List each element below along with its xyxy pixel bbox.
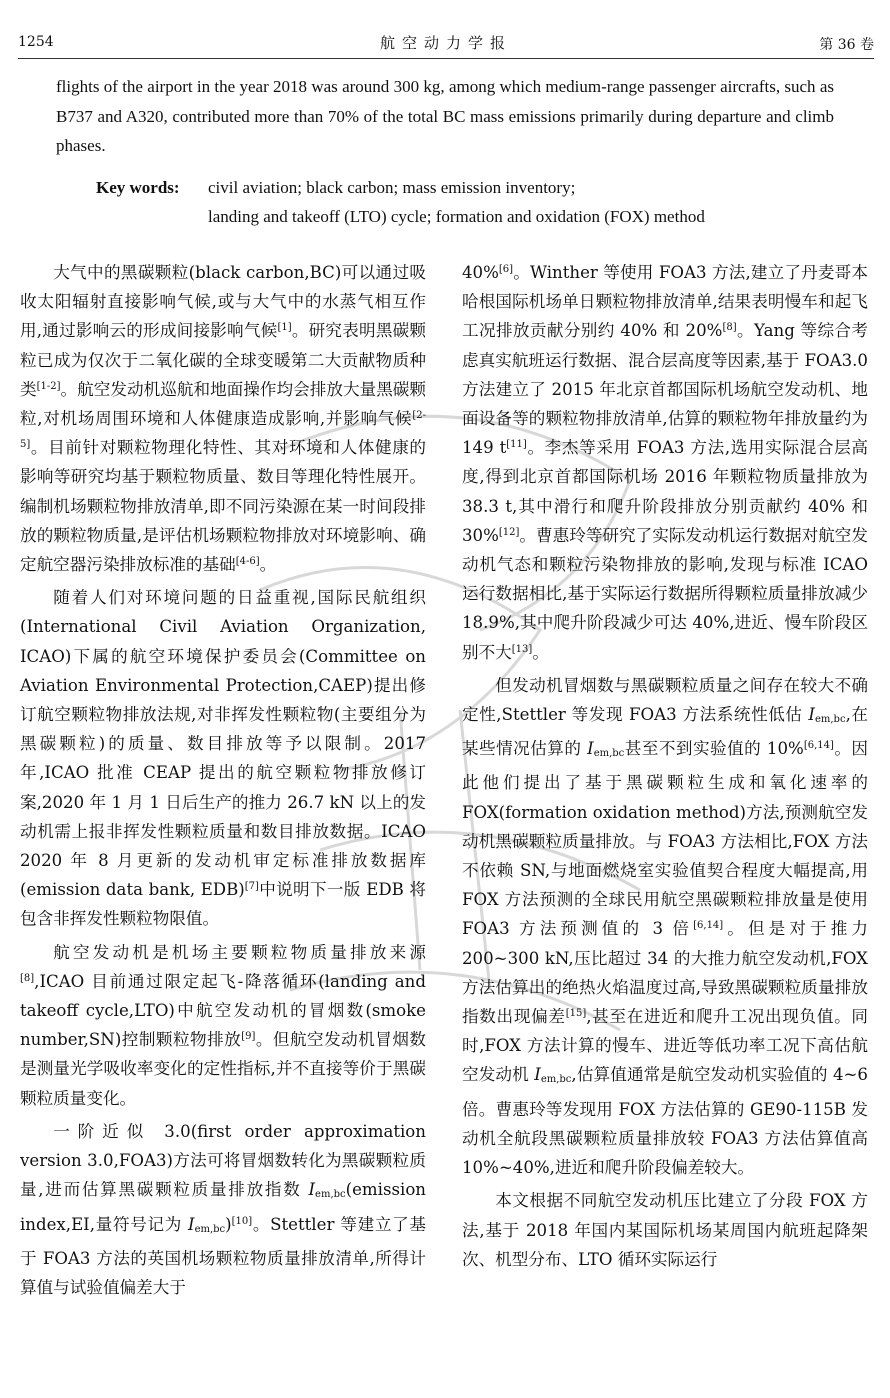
- citation: [9]: [241, 1031, 256, 1043]
- citation: [4-6]: [235, 556, 260, 568]
- citation: [6,14]: [693, 920, 724, 932]
- citation: [11]: [506, 439, 527, 451]
- paragraph: 但发动机冒烟数与黑碳颗粒质量之间存在较大不确定性,Stettler 等发现 FOA3 方法系统性低估 $I_{em,bc}$,在某些情况估算的 $I_{em,bc}$甚至不到实验值的 10%[6,14]。因此他们提出了基于黑碳颗粒生成和氧化速率的 FOX(formation oxidation method)方法,预测航空发动机黑碳颗粒质量排放。与 FOA3 方法相比,FOX 方法不依赖 SN,与地面燃烧室实验值契合程度大幅提高,用 FOX 方法预测的全球民用航空黑碳颗粒排放量是使用 FOA3 方法预测值的 3 倍[6,14]。但是对于推力 200~300 kN,压比超过 34 的大推力航空发动机,FOX 方法估算出的绝热火焰温度过高,导致黑碳颗粒质量排放指数出现偏差[15],甚至在进近和爬升工况出现负值。同时,FOX 方法计算的慢车、进近等低功率工况下高估航空发动机 $I_{em,bc}$,估算值通常是航空发动机实验值的 4~6 倍。曹惠玲等发现用 FOX 方法估算的 GE90-115B 发动机全航段黑碳颗粒质量排放较 FOA3 方法估算值高 10%~40%,进近和爬升阶段偏差较大。: [462, 675, 869, 1178]
- citation: [7]: [244, 881, 259, 893]
- citation: [8]: [20, 972, 35, 984]
- citation: [12]: [498, 526, 520, 538]
- citation: [6]: [498, 264, 514, 275]
- paragraph: 本文根据不同航空发动机压比建立了分段 FOX 方法,基于 2018 年国内某国际机场某周国内航班起降架次、机型分布、LTO 循环实际运行: [462, 1191, 868, 1269]
- paragraph: 大气中的黑碳颗粒(black carbon,BC)可以通过吸收太阳辐射直接影响气候,或与大气中的水蒸气相互作用,通过影响云的形成间接影响气候[1]。研究表明黑碳颗粒已成为仅次于二氧化碳的全球变暖第二大贡献物质种类[1-2]。航空发动机巡航和地面操作均会排放大量黑碳颗粒,对机场周围环境和人体健康造成影响,并影响气候[2-5]。目前针对颗粒物理化特性、其对环境和人体健康的影响等研究均基于颗粒物质量、数目等理化特性展开。编制机场颗粒物排放清单,即不同污染源在某一时间段排放的颗粒物质量,是评估机场颗粒物排放对环境影响、确定航空器污染排放标准的基础[4-6]。: [20, 263, 427, 575]
- keywords-line-2: landing and takeoff (LTO) cycle; formation and oxidation (FOX) method: [208, 207, 705, 226]
- keywords-label: Key words:: [96, 178, 180, 197]
- abstract-text: flights of the airport in the year 2018 was around 300 kg, among which medium-range passenger aircrafts, such as B737 and A320, contributed more than 70% of the total BC mass emissions primarily during departure and climb phases.: [56, 77, 834, 155]
- citation: [8]: [722, 322, 737, 334]
- paragraph: 随着人们对环境问题的日益重视,国际民航组织(International Civil Aviation Organization, ICAO)下属的航空环境保护委员会(Committee on Aviation Environmental Protection,CAEP)提出修订航空颗粒物排放法规,对非挥发性颗粒物(主要组分为黑碳颗粒)的质量、数目排放等予以限制。2017 年,ICAO 批准 CEAP 提出的航空颗粒物排放修订案,2020 年 1 月 1 日后生产的推力 26.7 kN 以上的发动机需上报非挥发性颗粒质量和数目排放数据。ICAO 2020 年 8 月更新的发动机审定标准排放数据库(emission data bank, EDB)[7]中说明下一版 EDB 将包含非挥发性颗粒物限值。: [20, 588, 426, 929]
- right-column: [462, 258, 868, 1278]
- citation: [2-5]: [20, 410, 426, 451]
- keywords-line-1: civil aviation; black carbon; mass emission inventory;: [208, 178, 576, 197]
- paragraph: 航空发动机是机场主要颗粒物质量排放来源[8],ICAO 目前通过限定起飞-降落循环(landing and takeoff cycle,LTO)中航空发动机的冒烟数(smoke number,SN)控制颗粒物排放[9]。但航空发动机冒烟数是测量光学吸收率变化的定性指标,并不直接等价于黑碳颗粒质量变化。: [20, 942, 426, 1108]
- volume-label: 第 36 卷: [819, 37, 874, 53]
- citation: [1-2]: [36, 380, 61, 392]
- citation: [13]: [511, 643, 533, 655]
- running-header: [18, 28, 874, 59]
- page-number: 1254: [18, 34, 54, 50]
- journal-title: 航空动力学报: [379, 34, 512, 52]
- citation: [15]: [565, 1008, 587, 1020]
- citation: [1]: [277, 322, 292, 334]
- citation: [10]: [231, 1215, 253, 1227]
- paragraph: 40%[6]。Winther 等使用 FOA3 方法,建立了丹麦哥本哈根国际机场单日颗粒物排放清单,结果表明慢车和起飞工况排放贡献分别约 40% 和 20%[8]。Yang 等综合考虑真实航班运行数据、混合层高度等因素,基于 FOA3.0 方法建立了 2015 年北京首都国际机场航空发动机、地面设备等的颗粒物排放清单,估算的颗粒物年排放量约为 149 t[11]。李杰等采用 FOA3 方法,选用实际混合层高度,得到北京首都国际机场 2016 年颗粒物质量排放为 38.3 t,其中滑行和爬升阶段排放分别贡献约 40% 和 30%[12]。曹惠玲等研究了实际发动机运行数据对航空发动机气态和颗粒污染物排放的影响,发现与标准 ICAO 运行数据相比,基于实际运行数据所得颗粒质量排放减少 18.9%,其中爬升阶段减少可达 40%,进近、慢车阶段区别不大[13]。: [462, 263, 868, 662]
- citation: [6,14]: [803, 740, 834, 752]
- left-column: [20, 258, 426, 1306]
- paragraph: 一阶近似 3.0(first order approximation version 3.0,FOA3)方法可将冒烟数转化为黑碳颗粒质量,进而估算黑碳颗粒质量排放指数 $I_{em,bc}(emission$ index,EI,量符号记为 $I_{em,bc})[10]$。Stettler 等建立了基于 FOA3 方法的英国机场颗粒物质量排放清单,所得计算值与试验值偏差大于: [20, 1121, 426, 1297]
